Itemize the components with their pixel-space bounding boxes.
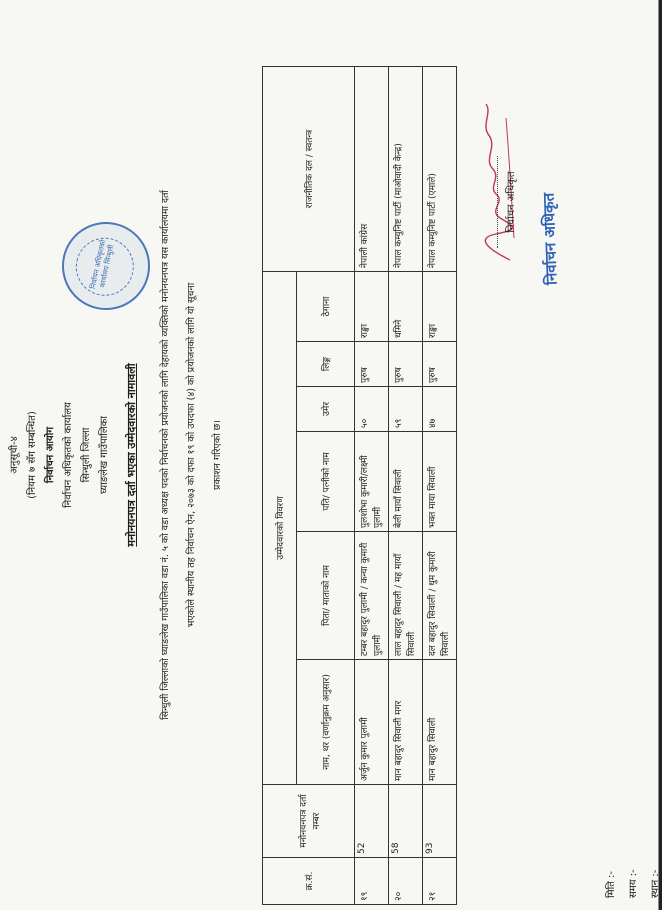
cell-name: अर्जुन कुमार पुलामी [355,660,389,785]
cell-address: राङ्खा [355,271,389,341]
cell-sn: १९ [355,858,389,905]
cell-spouse: बेली मायाँ सिवाली [389,432,423,532]
rule-reference: (नियम ७ सँग सम्बन्धित) [27,411,38,499]
header-candidate-details: उम्मेदवारको विवरण [263,271,297,784]
date-label: मिति :- [606,870,617,898]
table-row [423,66,457,904]
header-sn: क्र.सं. [263,858,355,905]
seal-text: निर्वाचन अधिकृतको कार्यालय सिन्धुली [89,239,116,290]
cell-parents: दल बहादुर सिवाली / धुम कुमारी सिवाली [423,532,457,660]
office-name: निर्वाचन अधिकृतको कार्यालय [63,402,74,508]
cell-spouse: भक्त माया सिवाली [423,432,457,532]
time-label: समय :- [628,869,639,898]
cell-reg-no: 58 [389,785,423,858]
header-name: नाम, थर (वर्णानुक्रम अनुसार) [297,660,355,785]
official-stamp: निर्वाचन अधिकृत [539,192,561,286]
cell-gender: पुरुष [423,342,457,387]
cell-reg-no: 52 [355,785,389,858]
notice-line-1: सिन्धुली जिल्लाको घ्याङलेख गाउँपालिका वडा नं. ५ को वडा अध्यक्ष पदको निर्वाचनको प्रयोजनको लागि देहायको व्यक्तिको मनोनयनपत्र यस कार्यालयमा दर्ता [160,190,171,720]
cell-age: ५० [355,387,389,432]
cell-age: ५९ [389,387,423,432]
district-name: सिन्धुली जिल्ला [81,427,92,483]
cell-gender: पुरुष [389,342,423,387]
table-row [355,66,389,904]
cell-reg-no: 93 [423,785,457,858]
cell-sn: २० [389,858,423,905]
cell-parents: टम्बर बहादुर पुलामी / कन्या कुमारी पुलामी [355,532,389,660]
table-row [389,66,423,904]
header-spouse: पति/ पत्नीको नाम [297,432,355,532]
cell-name: मान बहादुर सिवाली मगर [389,660,423,785]
header-party: राजनीतिक दल / स्वतन्त्र [263,66,355,271]
header-address: ठेगाना [297,271,355,341]
header-age: उमेर [297,387,355,432]
signatory-title: निर्वाचन अधिकृत [506,171,517,233]
cell-parents: लाल बहादुर सिवाली / मह मायाँ सिवाली [389,532,423,660]
header-parents: पिता/ माताको नाम [297,532,355,660]
cell-party: नेपाल कम्युनिष्ट पार्टी (एमाले) [423,66,457,271]
header-gender: लिङ्ग [297,342,355,387]
schedule-label: अनुसूची-४ [9,436,20,474]
cell-gender: पुरुष [355,342,389,387]
notice-line-2: भएकोले स्थानीय तह निर्वाचन ऐन, २०७३ को दफा १९ को उपदफा (४) को प्रयोजनको लागि यो सूचना [186,282,197,628]
notice-line-3: प्रकाशन गरिएको छ। [212,420,223,490]
place-label: स्थान :- [650,869,661,898]
candidate-table [262,66,457,905]
cell-spouse: पुलशोभा कुमारी/लक्ष्मी पुलामी [355,432,389,532]
municipality-name: घ्याङलेख गाउँपालिका [99,416,110,494]
document-title: मनोनयनपत्र दर्ता भएका उम्मेदवारको नामावली [125,363,138,547]
cell-age: ४७ [423,387,457,432]
cell-sn: २१ [423,858,457,905]
cell-party: नेपाली कांग्रेस [355,66,389,271]
handwritten-signature [466,98,526,268]
signature-line [497,156,498,248]
cell-party: नेपाल कम्युनिष्ट पार्टी (माओवादी केन्द्र) [389,66,423,271]
commission-name: निर्वाचन आयोग [45,427,56,483]
cell-address: धमिने [389,271,423,341]
header-reg-no: मनोनयनपत्र दर्ता नम्बर [263,785,355,858]
cell-address: राङ्खा [423,271,457,341]
cell-name: मान बहादुर सिवाली [423,660,457,785]
